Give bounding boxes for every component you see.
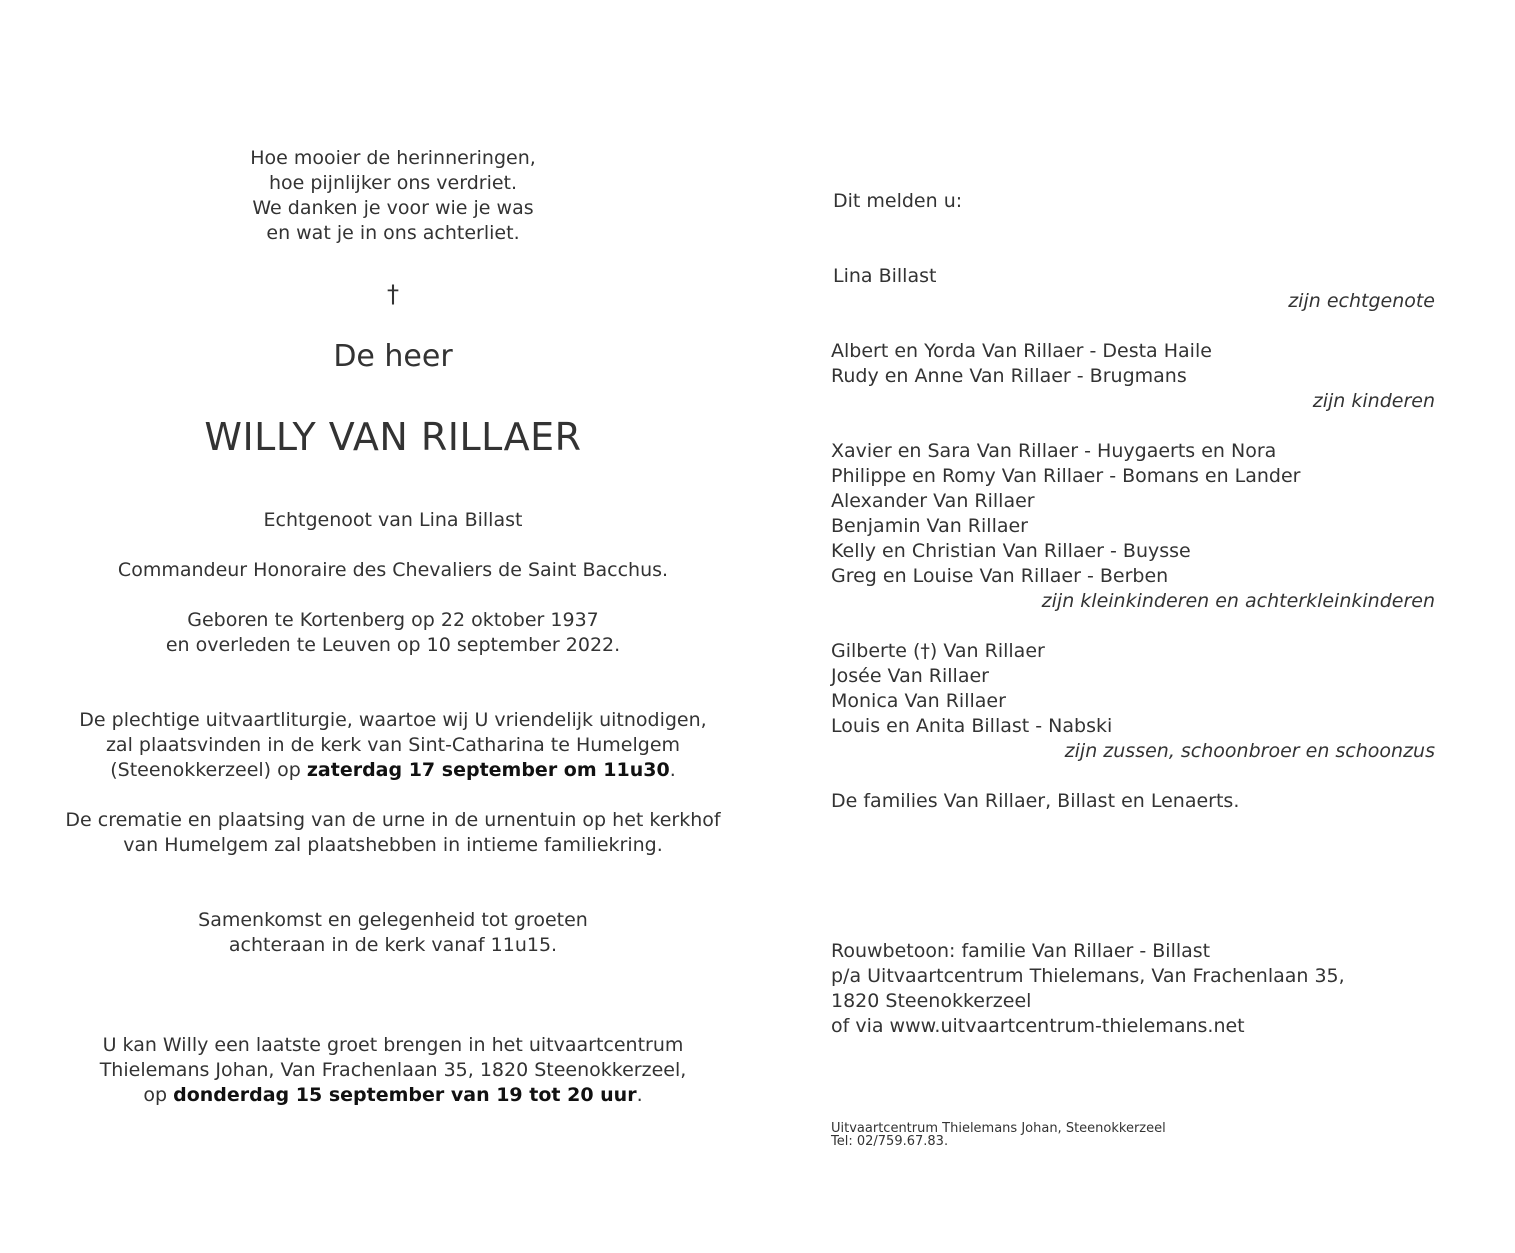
family-name: Alexander Van Rillaer [831,490,1035,512]
cremation-line: De crematie en plaatsing van de urne in de urnentuin op het kerkhof [65,809,721,831]
liturgy [20,708,766,783]
gathering-line: Samenkomst en gelegenheid tot groeten [198,909,588,931]
birth-death [20,608,766,658]
visit-line [20,1083,766,1108]
salutation: De heer [333,339,453,374]
family-role: zijn echtgenote [1288,290,1435,312]
poem-line: Hoe mooier de herinneringen, [250,147,536,169]
liturgy-line: De plechtige uitvaartliturgie, waartoe wij U vriendelijk uitnodigen, [79,709,707,731]
family-name: Kelly en Christian Van Rillaer - Buysse [831,540,1191,562]
liturgy-date: zaterdag 17 september om 11u30 [306,759,670,781]
cross-symbol: † [387,280,399,308]
family-group-siblings [831,639,1435,764]
families-text: De families Van Rillaer, Billast en Lenaerts. [831,790,1240,812]
liturgy-line [20,758,766,783]
poem-line: en wat je in ons achterliet. [266,222,520,244]
family-name: Louis en Anita Billast - Nabski [831,715,1113,737]
visit-text: op [143,1084,174,1106]
footer-line: Uitvaartcentrum Thielemans Johan, Steenokkerzeel [831,1121,1166,1136]
family-name: Lina Billast [833,265,937,287]
cremation [20,808,766,858]
family-role: zijn kinderen [1312,390,1435,412]
family-name: Xavier en Sara Van Rillaer - Huygaerts en Nora [831,440,1277,462]
visit [20,1033,766,1108]
family-group-spouse [831,264,1435,314]
footer [831,1122,1435,1148]
poem-line: hoe pijnlijker ons verdriet. [268,172,518,194]
honorary-title-text: Commandeur Honoraire des Chevaliers de Saint Bacchus. [117,559,669,581]
visit-line: Thielemans Johan, Van Frachenlaan 35, 1820 Steenokkerzeel, [99,1059,687,1081]
liturgy-period: . [669,759,676,781]
deceased-name: WILLY VAN RILLAER [204,415,582,459]
gathering-line: achteraan in de kerk vanaf 11u15. [228,934,558,956]
intro [833,189,1437,214]
gathering [20,908,766,958]
families [831,789,1435,814]
poem [20,146,766,246]
family-name: Josée Van Rillaer [831,665,989,687]
family-name: Rudy en Anne Van Rillaer - Brugmans [831,365,1187,387]
visit-line: U kan Willy een laatste groet brengen in het uitvaartcentrum [102,1034,684,1056]
family-name: Benjamin Van Rillaer [831,515,1028,537]
spouse-line [20,508,766,533]
family-name: Philippe en Romy Van Rillaer - Bomans en Lander [831,465,1301,487]
condolences-line: p/a Uitvaartcentrum Thielemans, Van Frachenlaan 35, [831,965,1345,987]
condolences-line: Rouwbetoon: familie Van Rillaer - Billast [831,940,1211,962]
condolences-website: of via www.uitvaartcentrum-thielemans.net [831,1015,1245,1037]
visit-date: donderdag 15 september van 19 tot 20 uur [173,1084,637,1106]
family-role: zijn kleinkinderen en achterkleinkinderen [1041,590,1435,612]
cremation-line: van Humelgem zal plaatshebben in intieme familiekring. [123,834,663,856]
family-name: Gilberte (†) Van Rillaer [831,640,1045,662]
condolences [831,939,1435,1039]
liturgy-text: (Steenokkerzeel) op [110,759,307,781]
visit-period: . [636,1084,643,1106]
spouse-text: Echtgenoot van Lina Billast [263,509,523,531]
family-group-children [831,339,1435,414]
death-line: en overleden te Leuven op 10 september 2022. [165,634,621,656]
family-name: Monica Van Rillaer [831,690,1006,712]
family-group-grandchildren [831,439,1435,614]
condolences-line: 1820 Steenokkerzeel [831,990,1032,1012]
birth-line: Geboren te Kortenberg op 22 oktober 1937 [187,609,599,631]
poem-line: We danken je voor wie je was [252,197,534,219]
family-role: zijn zussen, schoonbroer en schoonzus [1064,740,1435,762]
liturgy-line: zal plaatsvinden in de kerk van Sint-Catharina te Humelgem [105,734,681,756]
intro-text: Dit melden u: [833,190,963,212]
family-name: Albert en Yorda Van Rillaer - Desta Haile [831,340,1212,362]
family-name: Greg en Louise Van Rillaer - Berben [831,565,1169,587]
honorary-title [20,558,766,583]
footer-phone: Tel: 02/759.67.83. [831,1134,949,1149]
